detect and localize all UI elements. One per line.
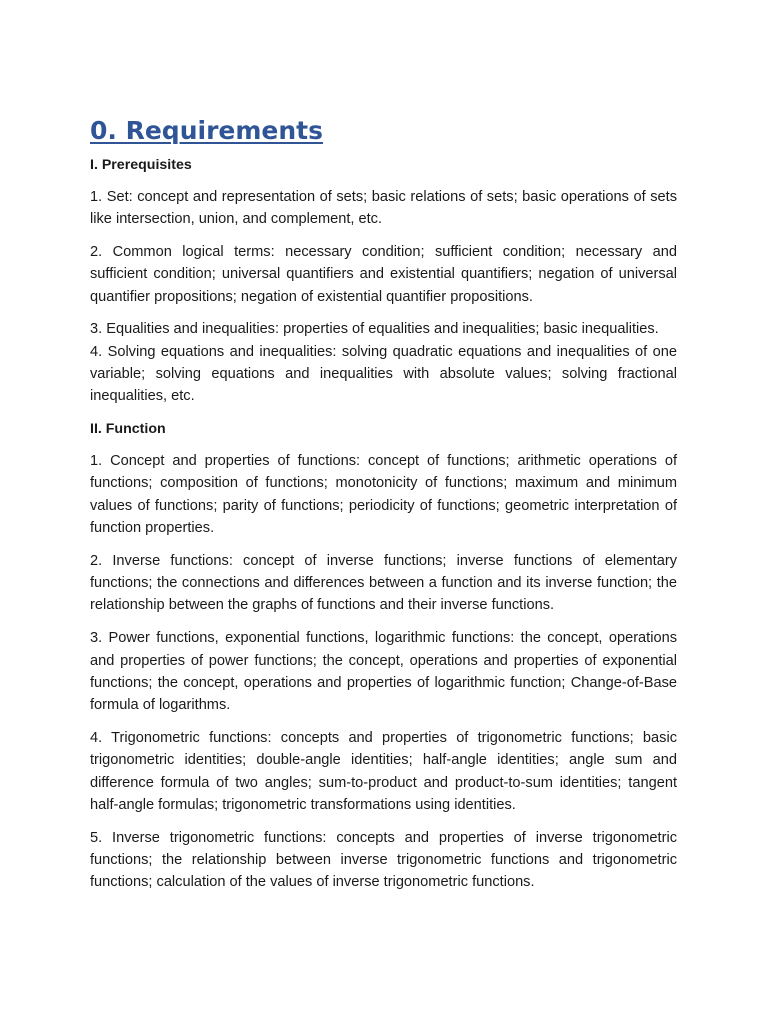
paragraph-function-properties: 1. Concept and properties of functions: concept of functions; arithmetic operations of functions; composition of functions; monotonicity of functions; maximum and minimum values of functions; parity of functions; periodicity of functions; geometric interpretation of function properties. bbox=[90, 453, 677, 537]
paragraph-trigonometric: 4. Trigonometric functions: concepts and properties of trigonometric functions; basic trigonometric identities; double-angle identities; half-angle identities; angle sum and difference formula of two angles; sum-to-product and product-to-sum identities; tangent half-angle formulas; trigonometric transformations using identities. bbox=[90, 729, 677, 813]
section-heading-function: II. Function bbox=[90, 421, 166, 438]
section-heading-prerequisites: I. Prerequisites bbox=[90, 157, 192, 173]
paragraph-inverse-trigonometric: 5. Inverse trigonometric functions: concepts and properties of inverse trigonometric functions; the relationship between inverse trigonometric functions and trigonometric functions; calculation of the values of inverse trigonometric functions. bbox=[90, 829, 677, 891]
paragraph-equalities: 3. Equalities and inequalities: properties of equalities and inequalities; basic inequalities. bbox=[90, 321, 659, 338]
document-page bbox=[90, 112, 677, 904]
paragraph-solving-equations: 4. Solving equations and inequalities: solving quadratic equations and inequalities of one variable; solving equations and inequalities with absolute values; solving fractional inequalities, etc. bbox=[90, 343, 677, 405]
paragraph-sets: 1. Set: concept and representation of sets; basic relations of sets; basic operations of sets like intersection, union, and complement, etc. bbox=[90, 189, 677, 228]
paragraph-inverse-functions: 2. Inverse functions: concept of inverse functions; inverse functions of elementary functions; the connections and differences between a function and its inverse function; the relationship between the graphs of functions and their inverse functions. bbox=[90, 552, 677, 614]
paragraph-power-exponential-log: 3. Power functions, exponential functions, logarithmic functions: the concept, operations and properties of power functions; the concept, operations and properties of exponential functions; the concept, operations and properties of logarithmic function; Change-of-Base formula of logarithms. bbox=[90, 630, 677, 714]
document-title: 0. Requirements bbox=[90, 116, 323, 145]
paragraph-logical-terms: 2. Common logical terms: necessary condition; sufficient condition; necessary and sufficient condition; universal quantifiers and existential quantifiers; negation of universal quantifier propositions; negation of existential quantifier propositions. bbox=[90, 244, 677, 305]
